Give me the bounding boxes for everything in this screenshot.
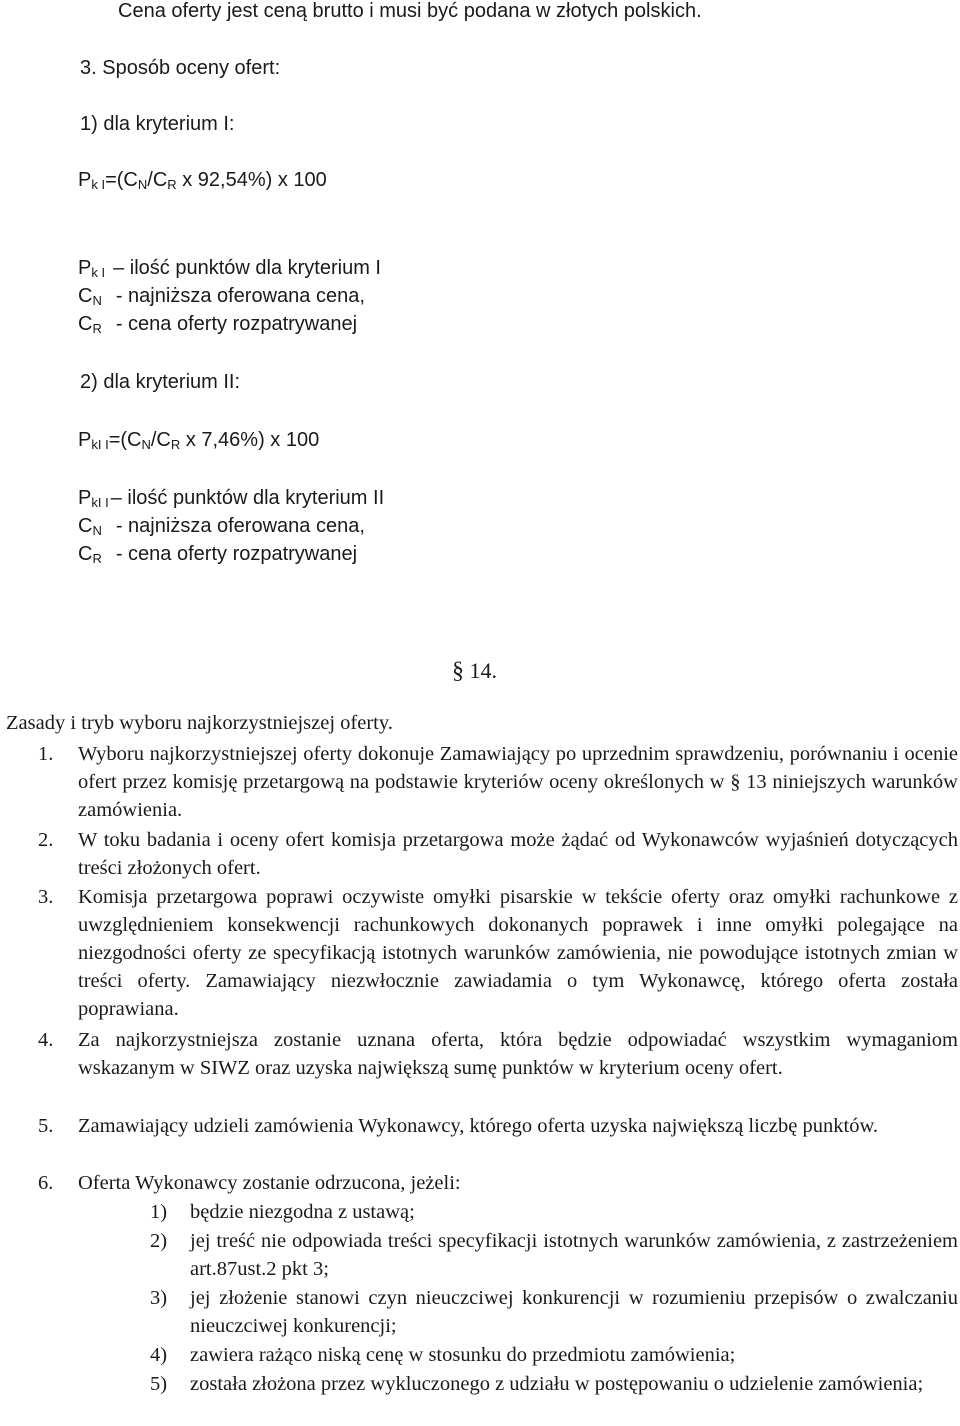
section-title: Zasady i tryb wyboru najkorzystniejszej oferty.	[6, 712, 393, 734]
section-sign-icon: §	[452, 658, 464, 684]
item-number: 4.	[38, 1029, 54, 1051]
legend-1-cn: $C_N$ - najniższa oferowana cena,	[78, 285, 365, 308]
formula-criterion-1: $P_{k I}=(C_N/C_R$ x 92,54%) x 100	[78, 169, 327, 192]
legend-2-points: $P_{kI I}$ – ilość punktów dla kryterium II	[78, 487, 385, 510]
legend-1-points: $P_{k I}$ – ilość punktów dla kryterium I	[78, 257, 381, 280]
item-number: 6.	[38, 1172, 54, 1194]
item-number: 3.	[38, 886, 54, 908]
sub-list-item: zawiera rażąco niską cenę w stosunku do przedmiotu zamówienia;	[190, 1344, 736, 1366]
item-number: 2.	[38, 829, 54, 851]
subitem-number: 5)	[150, 1373, 168, 1395]
price-note: Cena oferty jest ceną brutto i musi być podana w złotych polskich.	[118, 0, 702, 22]
list-item: Wyboru najkorzystniejszej oferty dokonuje Zamawiający po uprzednim sprawdzeniu, porównaniu i ocenie ofert przez komisję przetargową na podstawie kryteriów oceny określonych w § 13 niniejszych warunków zamówienia.	[78, 743, 958, 821]
legend-1-cr: $C_R$ - cena oferty rozpatrywanej	[78, 313, 358, 336]
formula-criterion-2: $P_{kI I}=(C_N/C_R$ x 7,46%) x 100	[78, 429, 320, 452]
subitem-number: 2)	[150, 1230, 168, 1252]
sub-list-item: będzie niezgodna z ustawą;	[190, 1201, 415, 1223]
subitem-number: 1)	[150, 1201, 168, 1223]
list-item: Komisja przetargowa poprawi oczywiste omyłki pisarskie w tekście oferty oraz omyłki rachunkowe z uwzględnieniem konsekwencji rachunkowych dokonanych poprawek i inne omyłki polegające na niezgodności oferty ze specyfikacją istotnych warunków zamówienia, nie powodujące istotnych zmian w treści oferty. Zamawiający niezwłocznie zawiadamia o tym Wykonawcę, którego oferta została poprawiana.	[78, 886, 958, 1020]
legend-2-cn: $C_N$ - najniższa oferowana cena,	[78, 515, 365, 538]
sub-list-item: jej złożenie stanowi czyn nieuczciwej konkurencji w rozumieniu przepisów o zwalczaniu nieuczciwej konkurencji;	[190, 1287, 958, 1337]
subitem-number: 4)	[150, 1344, 168, 1366]
criterion-2-heading: 2) dla kryterium II:	[80, 371, 241, 393]
legend-2-cr: $C_R$ - cena oferty rozpatrywanej	[78, 543, 358, 566]
list-item: Zamawiający udzieli zamówienia Wykonawcy, którego oferta uzyska największą liczbę punktów.	[78, 1115, 879, 1137]
subitem-number: 3)	[150, 1287, 168, 1309]
evaluation-heading: 3. Sposób oceny ofert:	[80, 57, 281, 79]
sub-list-item: została złożona przez wykluczonego z udziału w postępowaniu o udzielenie zamówienia;	[190, 1373, 924, 1395]
criterion-1-heading: 1) dla kryterium I:	[80, 113, 235, 135]
list-item: Oferta Wykonawcy zostanie odrzucona, jeżeli:	[78, 1172, 461, 1194]
sub-list-item: jej treść nie odpowiada treści specyfikacji istotnych warunków zamówienia, z zastrzeżeniem art.87ust.2 pkt 3;	[190, 1230, 958, 1280]
list-item: Za najkorzystniejsza zostanie uznana oferta, która będzie odpowiadać wszystkim wymaganiom wskazanym w SIWZ oraz uzyska największą sumę punktów w kryterium oceny ofert.	[78, 1029, 958, 1079]
section-number: § 14.	[452, 658, 497, 684]
item-number: 5.	[38, 1115, 54, 1137]
item-number: 1.	[38, 743, 54, 765]
list-item: W toku badania i oceny ofert komisja przetargowa może żądać od Wykonawców wyjaśnień dotyczących treści złożonych ofert.	[78, 829, 958, 879]
